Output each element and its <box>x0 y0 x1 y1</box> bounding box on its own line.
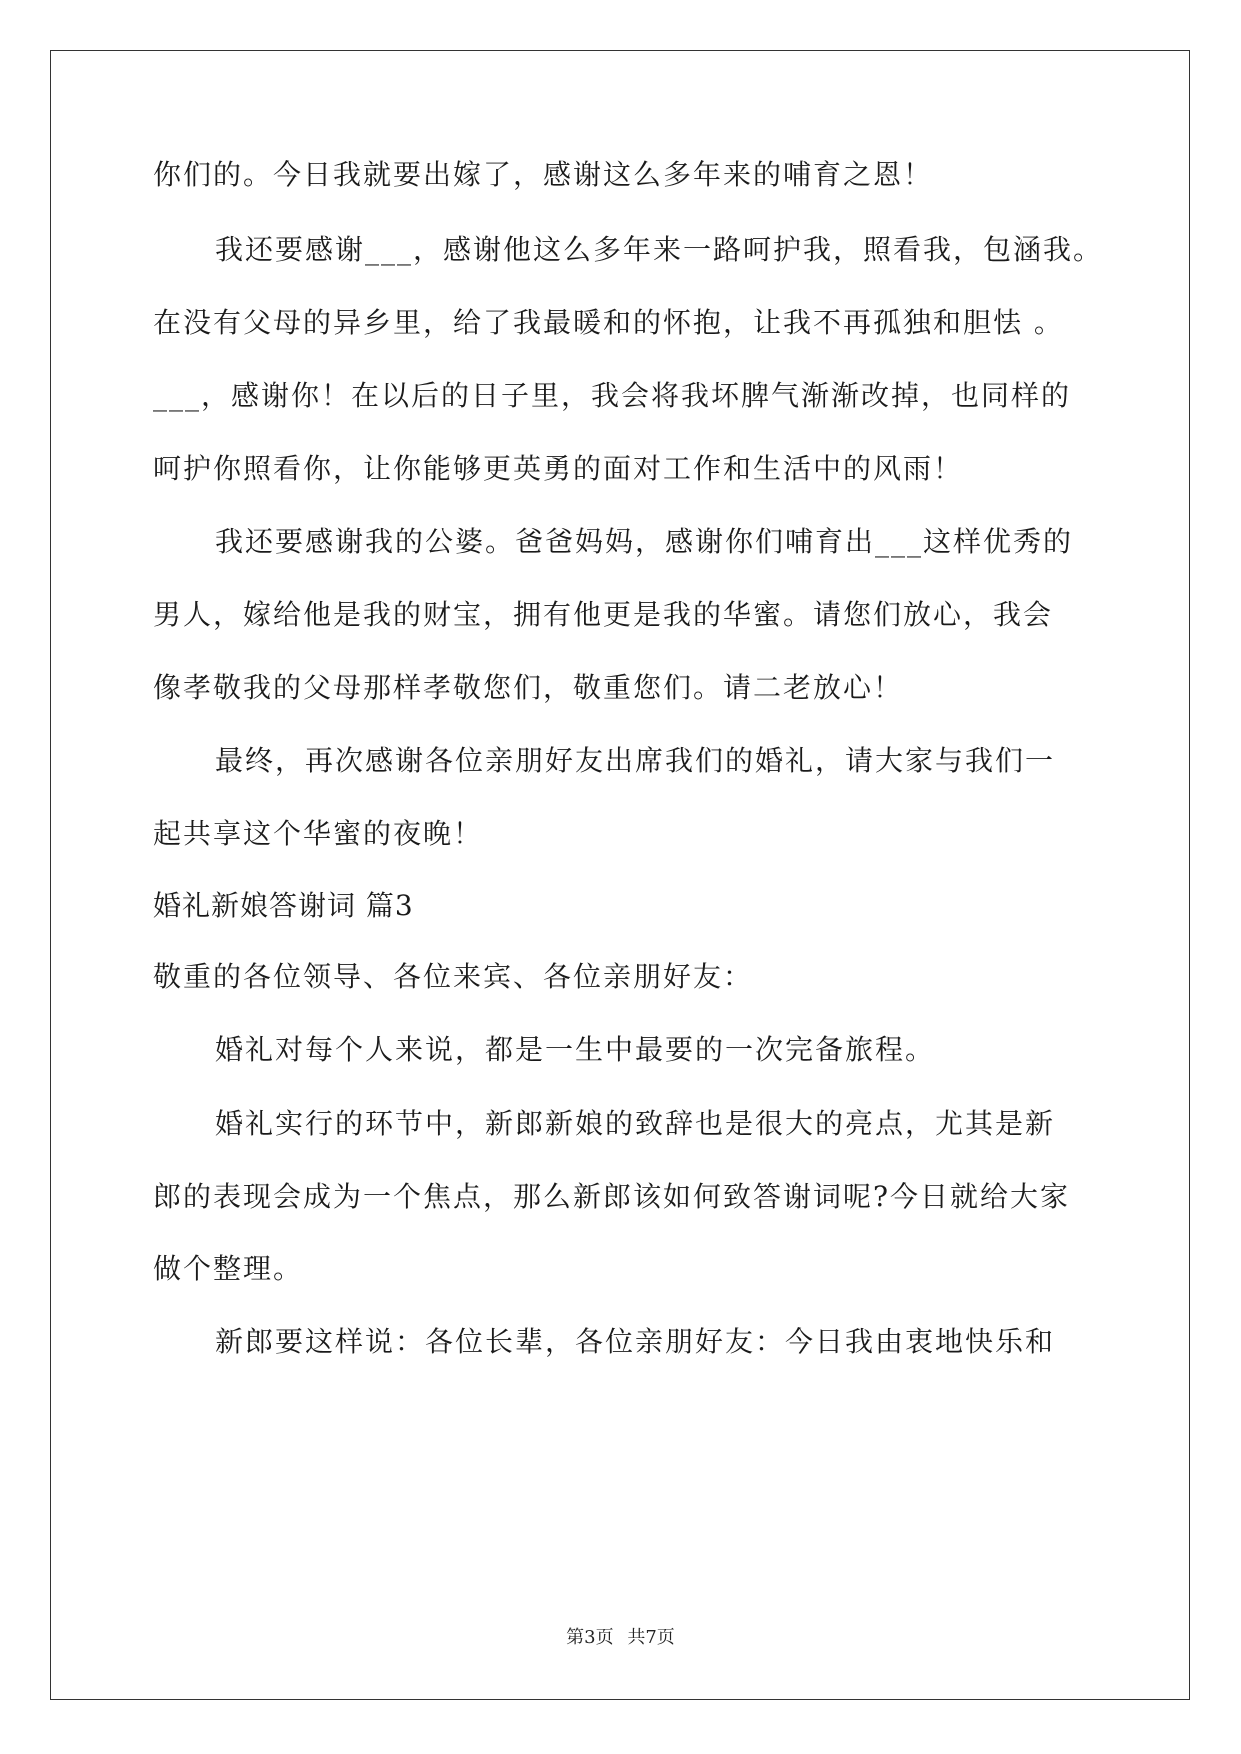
text-line: 呵护你照看你，让你能够更英勇的面对工作和生活中的风雨！ <box>153 452 964 485</box>
text-line: 起共享这个华蜜的夜晚！ <box>153 817 484 850</box>
page-total: 共7页 <box>627 1627 675 1648</box>
text-line: 像孝敬我的父母那样孝敬您们，敬重您们。请二老放心！ <box>153 671 904 704</box>
section-heading: 婚礼新娘答谢词 篇3 <box>153 889 414 922</box>
text-line: 我还要感谢___，感谢他这么多年来一路呵护我，照看我，包涵我。 <box>215 233 1104 266</box>
page-footer <box>0 1626 1241 1650</box>
text-line: 做个整理。 <box>153 1252 304 1285</box>
text-line: 新郎要这样说：各位长辈，各位亲朋好友：今日我由衷地快乐和 <box>215 1325 1056 1358</box>
text-line: 郎的表现会成为一个焦点，那么新郎该如何致答谢词呢?今日就给大家 <box>153 1180 1071 1213</box>
page-border <box>50 50 1190 1700</box>
text-line: 最终，再次感谢各位亲朋好友出席我们的婚礼，请大家与我们一 <box>215 744 1056 777</box>
text-line: ___，感谢你！在以后的日子里，我会将我坏脾气渐渐改掉，也同样的 <box>153 379 1072 412</box>
text-line: 婚礼对每个人来说，都是一生中最要的一次完备旅程。 <box>215 1033 936 1066</box>
salutation-line: 敬重的各位领导、各位来宾、各位亲朋好友： <box>153 960 754 993</box>
text-line: 婚礼实行的环节中，新郎新娘的致辞也是很大的亮点，尤其是新 <box>215 1107 1056 1140</box>
text-line: 我还要感谢我的公婆。爸爸妈妈，感谢你们哺育出___这样优秀的 <box>215 525 1074 558</box>
text-line: 在没有父母的异乡里，给了我最暖和的怀抱，让我不再孤独和胆怯 。 <box>153 306 1064 339</box>
text-line: 你们的。今日我就要出嫁了，感谢这么多年来的哺育之恩！ <box>153 158 934 191</box>
page-number: 第3页 <box>566 1627 614 1648</box>
text-line: 男人，嫁给他是我的财宝，拥有他更是我的华蜜。请您们放心，我会 <box>153 598 1054 631</box>
